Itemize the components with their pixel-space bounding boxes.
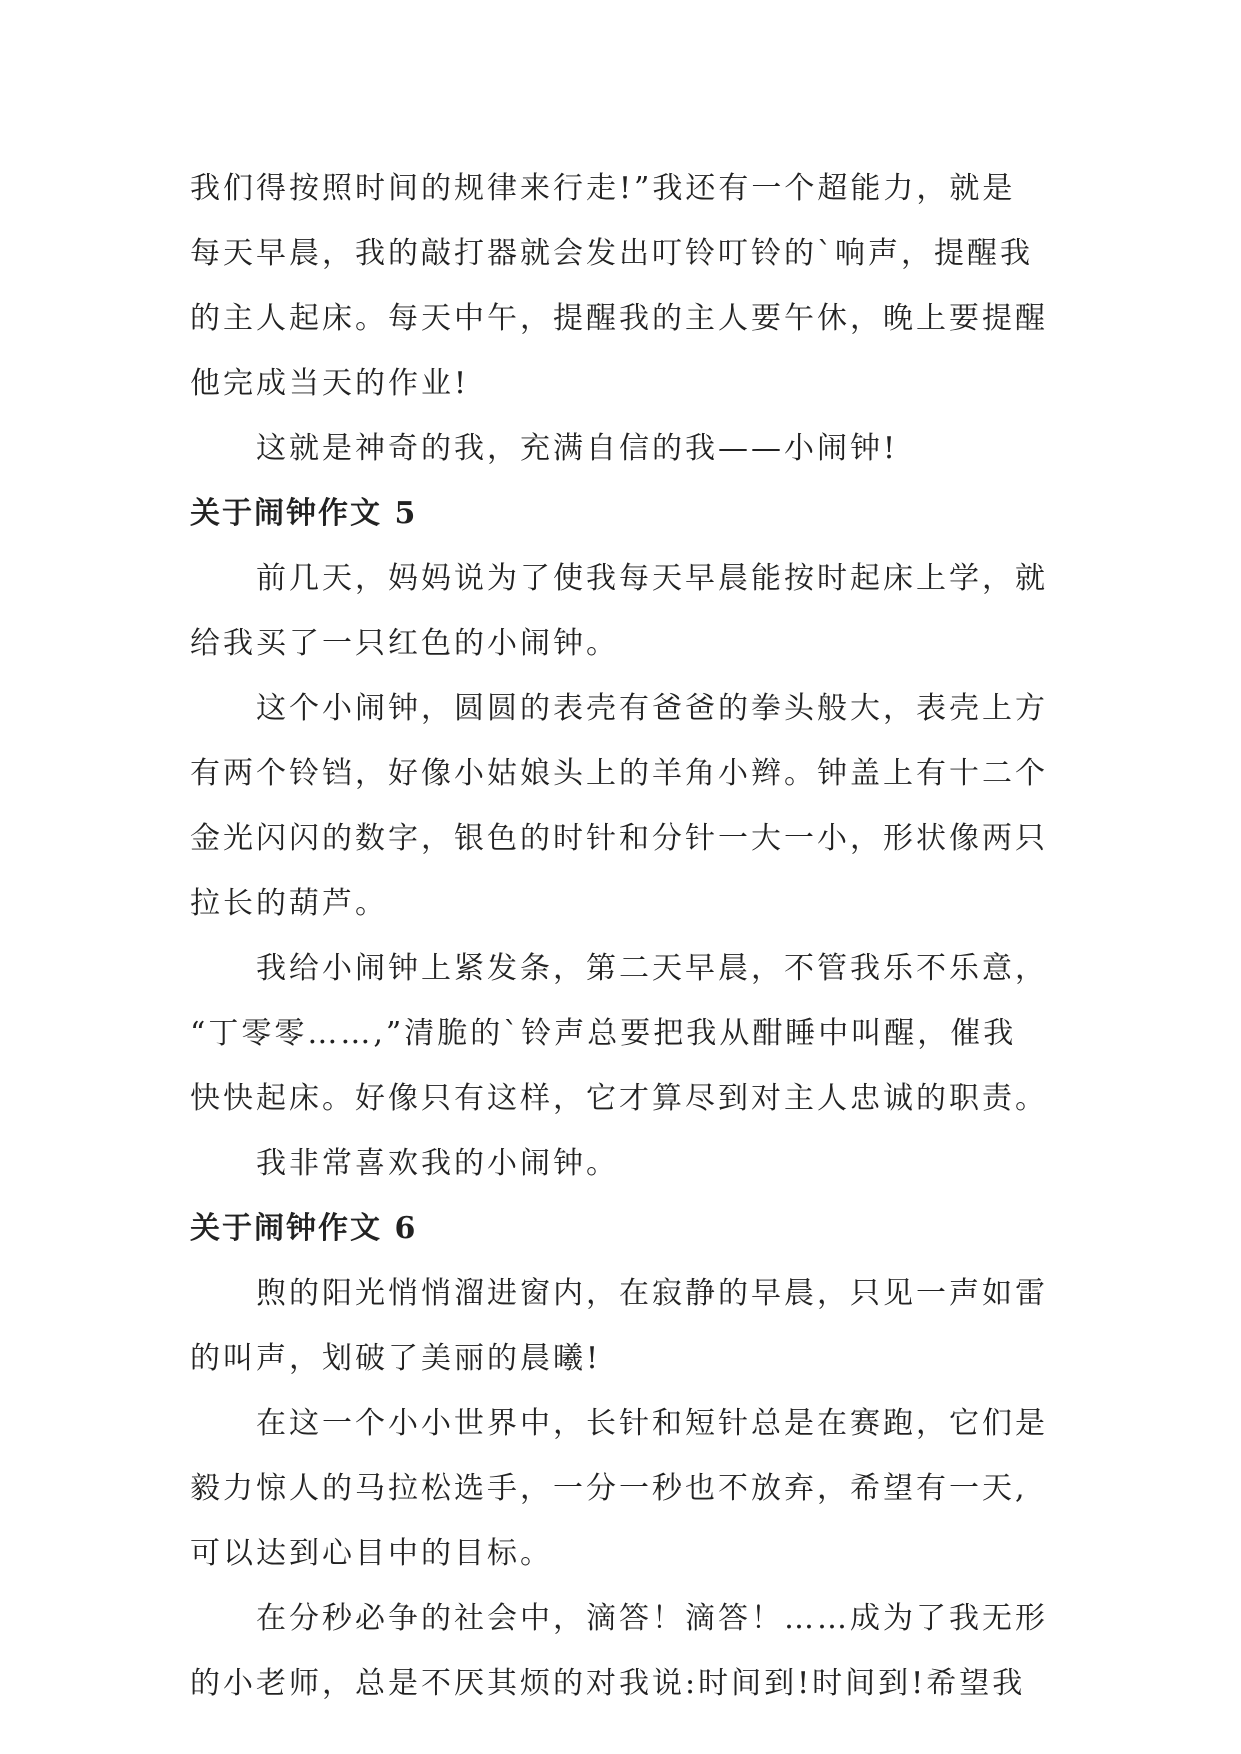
text-line: 这个小闹钟，圆圆的表壳有爸爸的拳头般大，表壳上方 (256, 691, 1048, 726)
text-line: 我们得按照时间的规律来行走!”我还有一个超能力，就是 (190, 171, 1016, 206)
paragraph (190, 1261, 1055, 1391)
text-line: 我非常喜欢我的小闹钟。 (256, 1146, 619, 1181)
text-line: 我给小闹钟上紧发条，第二天早晨，不管我乐不乐意， (256, 951, 1048, 986)
text-line: 他完成当天的作业! (190, 366, 470, 401)
text-line: 的小老师，总是不厌其烦的对我说:时间到!时间到!希望我 (190, 1666, 1026, 1701)
text-line: 前几天，妈妈说为了使我每天早晨能按时起床上学，就 (256, 561, 1048, 596)
text-line: 可以达到心目中的目标。 (190, 1536, 553, 1571)
text-line: 的主人起床。每天中午，提醒我的主人要午休，晚上要提醒 (190, 301, 1048, 336)
text-line: 拉长的葫芦。 (190, 886, 388, 921)
paragraph (190, 546, 1055, 676)
text-line: 煦的阳光悄悄溜进窗内，在寂静的早晨，只见一声如雷 (256, 1276, 1048, 1311)
section-heading: 关于闹钟作文 6 (190, 1211, 418, 1246)
text-line: 给我买了一只红色的小闹钟。 (190, 626, 619, 661)
text-line: 毅力惊人的马拉松选手，一分一秒也不放弃，希望有一天, (190, 1471, 1028, 1506)
text-line: “丁零零……,”清脆的`铃声总要把我从酣睡中叫醒，催我 (190, 1016, 1017, 1051)
text-line: 在分秒必争的社会中，滴答！滴答！……成为了我无形 (256, 1601, 1048, 1636)
paragraph (190, 416, 1055, 481)
text-line: 在这一个小小世界中，长针和短针总是在赛跑，它们是 (256, 1406, 1048, 1441)
text-line: 金光闪闪的数字，银色的时针和分针一大一小，形状像两只 (190, 821, 1048, 856)
paragraph (190, 676, 1055, 936)
document-body (190, 156, 1055, 1716)
text-line: 快快起床。好像只有这样，它才算尽到对主人忠诚的职责。 (190, 1081, 1048, 1116)
paragraph (190, 936, 1055, 1131)
text-line: 有两个铃铛，好像小姑娘头上的羊角小辫。钟盖上有十二个 (190, 756, 1048, 791)
section-heading: 关于闹钟作文 5 (190, 496, 418, 531)
paragraph (190, 1131, 1055, 1196)
paragraph (190, 1391, 1055, 1586)
paragraph (190, 156, 1055, 416)
text-line: 这就是神奇的我，充满自信的我——小闹钟! (256, 431, 899, 466)
text-line: 每天早晨，我的敲打器就会发出叮铃叮铃的`响声，提醒我 (190, 236, 1033, 271)
paragraph (190, 1586, 1055, 1716)
text-line: 的叫声，划破了美丽的晨曦! (190, 1341, 602, 1376)
